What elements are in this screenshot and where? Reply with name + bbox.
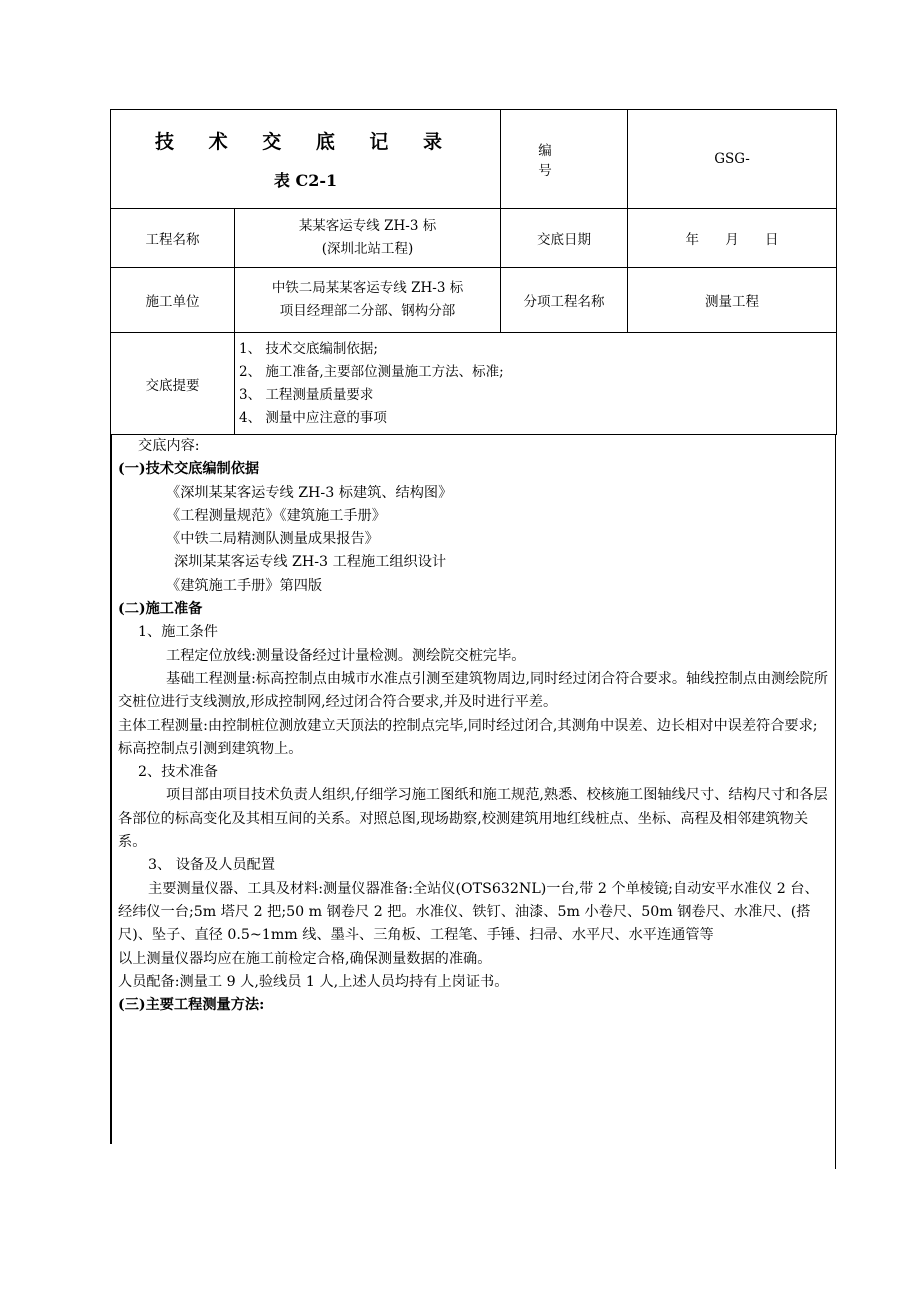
summary-label: 交底提要 (111, 333, 235, 435)
content-border-right (835, 434, 836, 1169)
subitem-label: 分项工程名称 (501, 268, 628, 333)
content-border-left (110, 434, 112, 1144)
content-body (118, 435, 830, 1017)
paragraph: 主体工程测量:由控制桩位测放建立天顶法的控制点完毕,同时经过闭合,其测角中误差、边长相对中误差符合要求;标高控制点引测到建筑物上。 (118, 717, 818, 757)
number-label: 编 号 (501, 110, 628, 209)
reference-item: 深圳某某客运专线 ZH-3 工程施工组织设计 (174, 554, 447, 571)
subsection-title: 2、技术准备 (138, 764, 218, 781)
project-name-value: 某某客运专线 ZH-3 标 (深圳北站工程) (235, 209, 501, 268)
number-value: GSG- (628, 110, 837, 209)
paragraph: 主要测量仪器、工具及材料:测量仪器准备:全站仪(OTS632NL)一台,带 2 个单棱镜;自动安平水准仪 2 台、经纬仪一台;5m 塔尺 2 把;50 m 钢卷尺 2 把。水准仪、铁钉、油漆、5m 小卷尺、50m 钢卷尺、水准尺、(搭尺)、坠子、直径 0.5~1mm 线、墨斗、三角板、工程笔、手锤、扫帚、水平尺、水平连通管等 (118, 880, 819, 944)
paragraph: 人员配备:测量工 9 人,验线员 1 人,上述人员均持有上岗证书。 (118, 973, 509, 990)
project-name-label: 工程名称 (111, 209, 235, 268)
unit-value: 中铁二局某某客运专线 ZH-3 标 项目经理部二分部、钢构分部 (235, 268, 501, 333)
section-3-title: (三)主要工程测量方法: (118, 997, 265, 1014)
form-code: 表 C2-1 (273, 171, 338, 190)
paragraph: 基础工程测量:标高控制点由城市水准点引测至建筑物周边,同时经过闭合符合要求。轴线控制点由测绘院所交桩位进行支线测放,形成控制网,经过闭合符合要求,并及时进行平差。 (118, 670, 828, 711)
title-cell (111, 110, 501, 209)
unit-label: 施工单位 (111, 268, 235, 333)
summary-list (235, 333, 837, 435)
paragraph: 以上测量仪器均应在施工前检定合格,确保测量数据的准确。 (118, 950, 492, 967)
paragraph: 工程定位放线:测量设备经过计量检测。测绘院交桩完毕。 (166, 647, 526, 664)
paragraph: 项目部由项目技术负责人组织,仔细学习施工图纸和施工规范,熟悉、校核施工图轴线尺寸、结构尺寸和各层各部位的标高变化及其相互间的关系。对照总图,现场勘察,校测建筑用地红线桩点、坐标、高程及相邻建筑物关系。 (118, 787, 828, 851)
reference-item: 《工程测量规范》《建筑施工手册》 (166, 507, 386, 524)
summary-item: 2、 施工准备,主要部位测量施工方法、标准; (239, 363, 504, 380)
header-table (110, 109, 837, 435)
subitem-value: 测量工程 (628, 268, 837, 333)
summary-item: 3、 工程测量质量要求 (239, 386, 374, 403)
section-2-title: (二)施工准备 (118, 601, 203, 618)
reference-item: 《深圳某某客运专线 ZH-3 标建筑、结构图》 (166, 484, 453, 501)
date-label: 交底日期 (501, 209, 628, 268)
summary-item: 1、 技术交底编制依据; (239, 340, 378, 357)
summary-item: 4、 测量中应注意的事项 (239, 409, 387, 426)
reference-item: 《中铁二局精测队测量成果报告》 (166, 531, 379, 548)
reference-item: 《建筑施工手册》第四版 (166, 577, 323, 594)
doc-title: 技 术 交 底 记 录 (154, 131, 457, 153)
content-intro: 交底内容: (138, 438, 200, 454)
section-1-title: (一)技术交底编制依据 (118, 461, 260, 478)
subsection-title: 3、 设备及人员配置 (148, 857, 276, 874)
date-value: 年 月 日 (628, 209, 837, 268)
subsection-title: 1、施工条件 (138, 624, 218, 641)
